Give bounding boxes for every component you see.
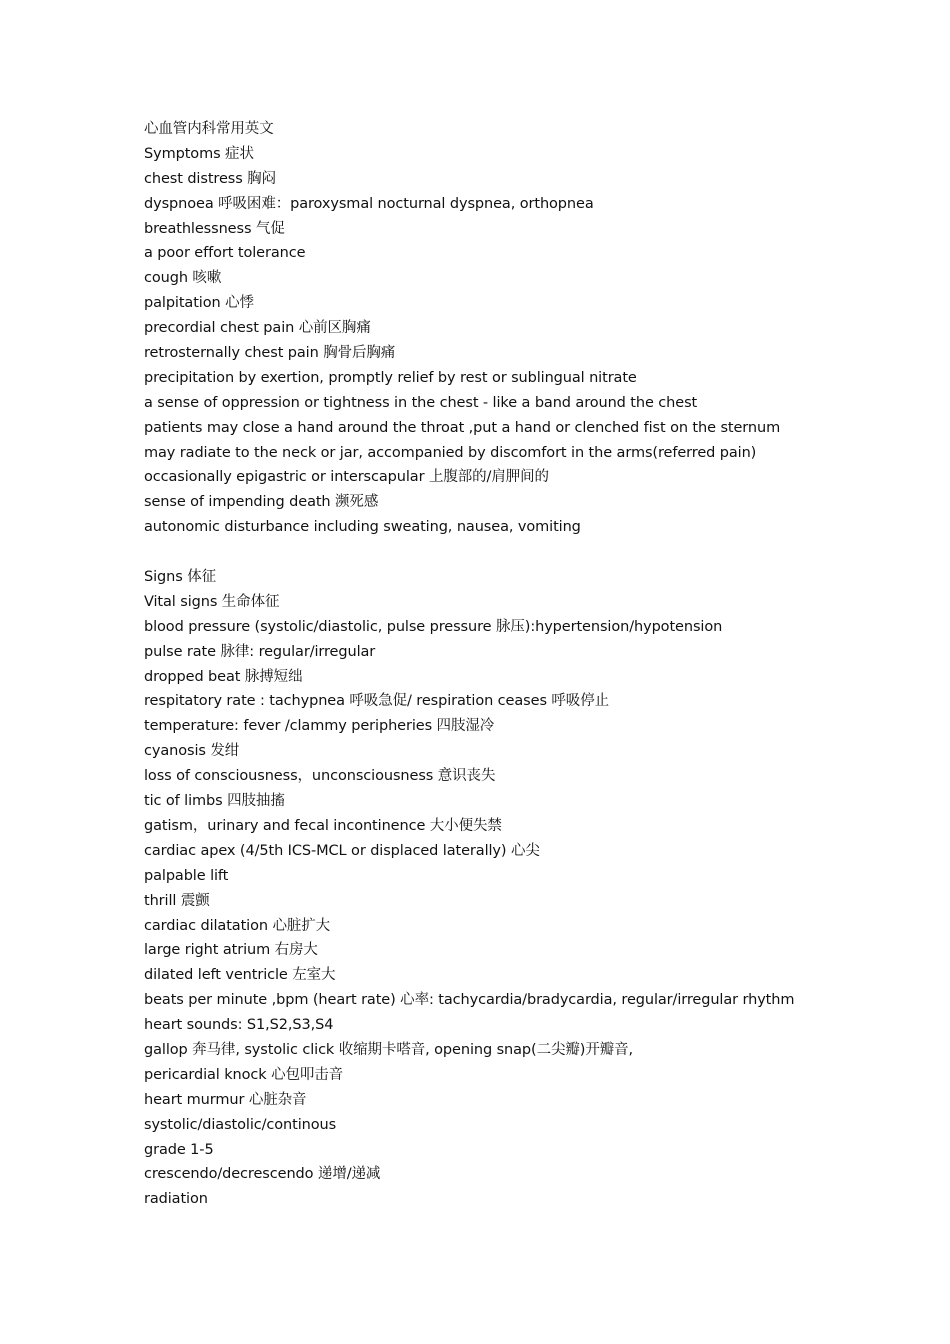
sign-item: pericardial knock 心包叩击音 xyxy=(144,1066,344,1083)
symptoms-heading: Symptoms 症状 xyxy=(144,145,254,162)
symptom-item: retrosternally chest pain 胸骨后胸痛 xyxy=(144,345,396,362)
sign-item: grade 1-5 xyxy=(144,1141,214,1158)
symptom-item: a sense of oppression or tightness in the chest - like a band around the chest xyxy=(144,394,698,411)
sign-item: respitatory rate : tachypnea 呼吸急促/ respiration ceases 呼吸停止 xyxy=(144,693,610,710)
symptom-item: sense of impending death 濒死感 xyxy=(144,494,379,511)
symptom-item: chest distress 胸闷 xyxy=(144,170,276,187)
sign-item: loss of consciousness，unconsciousness 意识丧失 xyxy=(144,768,496,785)
symptom-item: patients may close a hand around the throat ,put a hand or clenched fist on the sternum xyxy=(144,419,781,436)
sign-item: heart sounds: S1,S2,S3,S4 xyxy=(144,1017,334,1034)
sign-item: cardiac dilatation 心脏扩大 xyxy=(144,917,331,934)
symptoms-list xyxy=(144,167,924,540)
symptom-item: a poor effort tolerance xyxy=(144,245,306,262)
symptom-item: precordial chest pain 心前区胸痛 xyxy=(144,320,371,337)
signs-list xyxy=(144,590,924,1212)
symptom-item: palpitation 心悸 xyxy=(144,295,254,312)
symptom-item: may radiate to the neck or jar, accompanied by discomfort in the arms(referred pain) xyxy=(144,444,757,461)
sign-item: thrill 震颤 xyxy=(144,892,210,909)
signs-heading: Signs 体征 xyxy=(144,569,216,586)
sign-item: blood pressure (systolic/diastolic, pulse pressure 脉压):hypertension/hypotension xyxy=(144,618,723,635)
sign-item: crescendo/decrescendo 递增/递减 xyxy=(144,1166,381,1183)
document-title: 心血管内科常用英文 xyxy=(144,121,274,137)
sign-item: pulse rate 脉律: regular/irregular xyxy=(144,643,376,660)
sign-item: dilated left ventricle 左室大 xyxy=(144,967,336,984)
sign-item: palpable lift xyxy=(144,867,229,884)
sign-item: cyanosis 发绀 xyxy=(144,743,240,760)
section-spacer xyxy=(144,540,924,565)
symptom-item: precipitation by exertion, promptly relief by rest or sublingual nitrate xyxy=(144,369,637,386)
sign-item: gallop 奔马律, systolic click 收缩期卡嗒音, opening snap(二尖瓣)开瓣音, xyxy=(144,1041,634,1058)
document-page xyxy=(144,117,924,1212)
sign-item: dropped beat 脉搏短绌 xyxy=(144,668,303,685)
symptom-item: autonomic disturbance including sweating, nausea, vomiting xyxy=(144,519,581,536)
sign-item: temperature: fever /clammy peripheries 四肢湿冷 xyxy=(144,718,495,735)
symptom-item: breathlessness 气促 xyxy=(144,220,285,237)
sign-item: radiation xyxy=(144,1191,208,1208)
sign-item: cardiac apex (4/5th ICS-MCL or displaced laterally) 心尖 xyxy=(144,842,540,859)
symptom-item: occasionally epigastric or interscapular 上腹部的/肩胛间的 xyxy=(144,469,549,486)
symptom-item: cough 咳嗽 xyxy=(144,270,222,287)
sign-item: beats per minute ,bpm (heart rate) 心率: tachycardia/bradycardia, regular/irregular rhythm xyxy=(144,992,795,1009)
sign-item: systolic/diastolic/continous xyxy=(144,1116,337,1133)
sign-item: heart murmur 心脏杂音 xyxy=(144,1091,307,1108)
symptom-item: dyspnoea 呼吸困难：paroxysmal nocturnal dyspnea, orthopnea xyxy=(144,195,594,212)
sign-item: Vital signs 生命体征 xyxy=(144,593,280,610)
sign-item: gatism，urinary and fecal incontinence 大小便失禁 xyxy=(144,817,502,834)
sign-item: tic of limbs 四肢抽搐 xyxy=(144,793,285,810)
sign-item: large right atrium 右房大 xyxy=(144,942,318,959)
